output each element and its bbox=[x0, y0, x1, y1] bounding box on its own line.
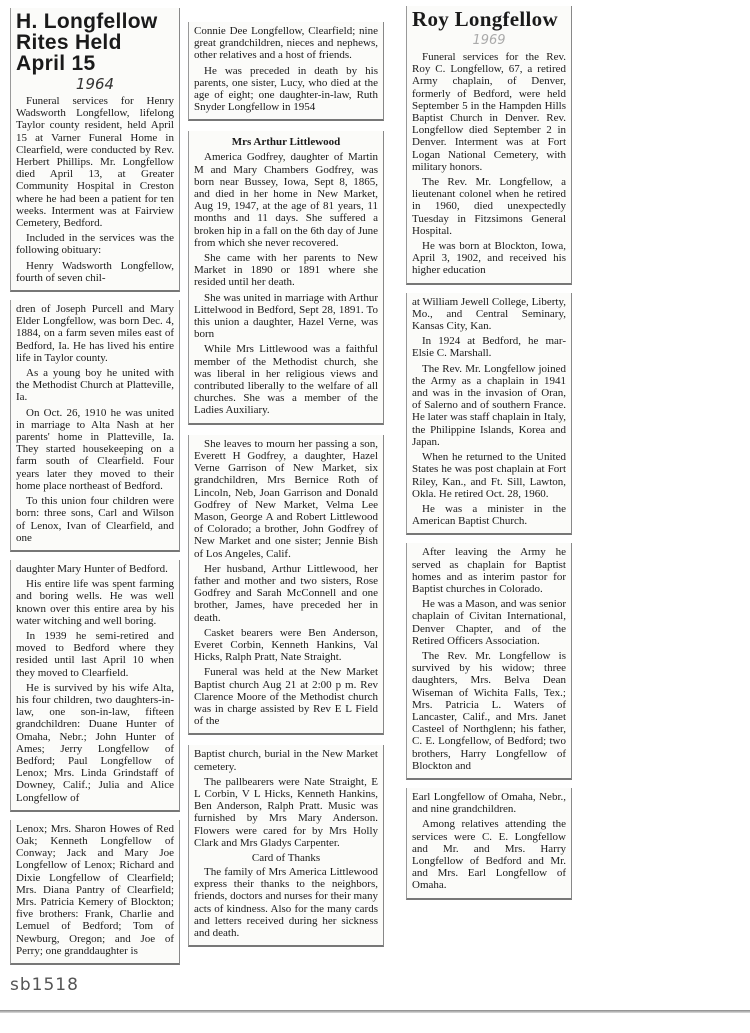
newspaper-clipping bbox=[10, 300, 180, 552]
handwritten-page-number: sb1518 bbox=[10, 975, 79, 995]
article-paragraph: Funeral was held at the New Market Baptist church Aug 21 at 2:00 p m. Rev Clarence Moore of the Methodist church was in charge assisted by Rev E L Field of the bbox=[194, 666, 378, 728]
article-paragraph: dren of Joseph Purcell and Mary Elder Longfellow, was born Dec. 4, 1884, on a farm seven miles east of Bedford, Ia. He has lived his entire life in Taylor county. bbox=[16, 303, 174, 364]
article-paragraph: He was a Mason, and was senior chaplain of Civitan International, Denver Chapter, and of the Retired Officers Association. bbox=[412, 598, 566, 647]
article-paragraph: Baptist church, burial in the New Market cemetery. bbox=[194, 748, 378, 773]
clipping-subheading: Mrs Arthur Littlewood bbox=[231, 136, 341, 149]
article-paragraph: He was born at Blockton, Iowa, April 3, 1902, and received his higher education bbox=[412, 240, 566, 277]
card-of-thanks-heading: Card of Thanks bbox=[251, 851, 321, 864]
scrapbook-column-left bbox=[10, 8, 180, 995]
newspaper-clipping bbox=[406, 543, 572, 780]
newspaper-clipping bbox=[10, 8, 180, 292]
article-paragraph: America Godfrey, daughter of Martin M and Mary Chambers Godfrey, was born near Bussey, Iowa, Sept 8, 1865, and died in her home in New Market, Aug 19, 1947, at the age of 81 years, 11 months and 11 days. She suffered a broken hip in a fall on the 6th day of June from which she never recovered. bbox=[194, 151, 378, 249]
newspaper-clipping bbox=[10, 820, 180, 965]
article-paragraph: The Rev. Mr. Longfellow is survived by his widow; three daughters, Mrs. Belva Dean Wiseman of Wichita Falls, Tex.; Mrs. Patricia L. Waters of Lancaster, Calif., and Mrs. Janet Casteel of Northglenn; his father, C. E. Longfellow, of Bedford; two brothers, Harry Longfellow of Blockton and bbox=[412, 649, 566, 772]
article-paragraph: To this union four children were born: three sons, Carl and Wilson of Lenox, Ivan of Clearfield, and one bbox=[16, 495, 174, 544]
scrapbook-column-middle bbox=[188, 22, 384, 947]
article-paragraph: When he returned to the United States he was post chaplain at Fort Riley, Kan., and Ft. Sill, Lawton, Okla. He retired Oct. 28, 1960. bbox=[412, 451, 566, 500]
article-paragraph: She came with her parents to New Market in 1890 or 1891 where she resided until her death. bbox=[194, 252, 378, 289]
newspaper-clipping bbox=[188, 22, 384, 121]
article-paragraph: Among relatives attending the services were C. E. Longfellow and Mr. and Mrs. Harry Longfellow of Bedford and Mr. and Mrs. Earl Longfellow of Omaha. bbox=[412, 818, 566, 892]
article-paragraph: Funeral services for the Rev. Roy C. Longfellow, 67, a retired Army chaplain, of Denver, formerly of Bedford, were held September 5 in the Hampden Hills Baptist Church in Denver. Rev. Longfellow died September 2 in Denver. Interment was at Fort Logan National Cemetery, with military honors. bbox=[412, 51, 566, 173]
article-paragraph: Henry Wadsworth Longfellow, fourth of seven chil- bbox=[16, 259, 174, 284]
article-paragraph: Earl Longfellow of Omaha, Nebr., and nine grandchildren. bbox=[412, 790, 566, 816]
handwritten-year: 1969 bbox=[472, 33, 506, 48]
clipping-headline: Roy Longfellow bbox=[412, 7, 558, 31]
newspaper-clipping bbox=[406, 6, 572, 285]
article-paragraph: The Rev. Mr. Longfellow, a lieutenant colonel when he retired in 1960, died unexpectedly Tuesday in Fitzsimons General Hospital. bbox=[412, 176, 566, 237]
article-paragraph: He was a minister in the American Baptist Church. bbox=[412, 502, 566, 528]
article-paragraph: While Mrs Littlewood was a faithful member of the Methodist church, she was liberal in her religious views and contributed liberally to the welfare of all churches. She was a member of the Ladies Auxiliary. bbox=[194, 343, 378, 417]
newspaper-clipping bbox=[188, 745, 384, 947]
article-paragraph: daughter Mary Hunter of Bedford. bbox=[16, 562, 168, 575]
handwritten-year: 1964 bbox=[75, 75, 115, 93]
newspaper-clipping bbox=[188, 435, 384, 736]
scrapbook-column-right bbox=[406, 6, 572, 900]
article-paragraph: He is survived by his wife Alta, his four children, two daughters-in-law, one son-in-law, fifteen grandchildren: Duane Hunter of Omaha, Nebr.; John Hunter of Ames; Jerry Longfellow of Bedford; Paul Longfellow of Lenox; Mrs. Linda Grindstaff of Downey, Calif.; Julia and Alice Longfellow of bbox=[16, 681, 174, 804]
newspaper-clipping bbox=[10, 560, 180, 812]
article-paragraph: Casket bearers were Ben Anderson, Everet Corbin, Kenneth Hankins, Val Hicks, Ralph Pratt, Nate Straight. bbox=[194, 626, 378, 664]
newspaper-clipping bbox=[188, 131, 384, 424]
article-paragraph: After leaving the Army he served as chaplain for Baptist homes and as interim pastor for Baptist churches in Colorado. bbox=[412, 546, 566, 595]
article-paragraph: She was united in marriage with Arthur Littelwood in Bedford, Sept 28, 1891. To this union a daughter, Hazel Verne, was born bbox=[194, 291, 378, 341]
article-paragraph: The family of Mrs America Littlewood express their thanks to the neighbors, friends, doctors and nurses for their many acts of kindness. Also for the many cards and letters received during her sickness and death. bbox=[194, 865, 378, 939]
article-paragraph: Her husband, Arthur Littlewood, her father and mother and two sisters, Rose Godfrey and Sarah McConnell and one brother, James, have preceded her in death. bbox=[194, 562, 378, 624]
article-paragraph: at William Jewell College, Liberty, Mo., and Central Seminary, Kansas City, Kan. bbox=[412, 295, 566, 333]
article-paragraph: The pallbearers were Nate Straight, E L Corbin, V L Hicks, Kenneth Hankins, Ben Anderson, Ralph Pratt. Music was furnished by Mrs Mary Anderson. Flowers were cared for by Mrs Holly Clark and Mrs Gladys Carpenter. bbox=[194, 775, 378, 849]
article-paragraph: Funeral services for Henry Wadsworth Longfellow, lifelong Taylor county resident, held April 15 at Varner Funeral Home in Clearfield, were conducted by Rev. Herbert Phillips. Mr. Longfellow died April 13, at Greater Community Hospital in Creston where he had been a patient for ten weeks. Interment was at Fairview Cemetery, Bedford. bbox=[16, 95, 174, 230]
article-paragraph: Connie Dee Longfellow, Clearfield; nine great grandchildren, nieces and nephews, other relatives and a host of friends. bbox=[194, 25, 378, 62]
article-paragraph: The Rev. Mr. Longfellow joined the Army as a chaplain in 1941 and was in the invasion of Oran, of Salerno and of southern France. He later was staff chaplain in Italy, the Philippine Islands, Korea and Japan. bbox=[412, 362, 566, 448]
clipping-headline: H. Longfellow Rites Held April 15 bbox=[16, 10, 158, 75]
article-paragraph: He was preceded in death by his parents, one sister, Lucy, who died at the age of eight; one daughter-in-law, Ruth Snyder Longfellow in 1954 bbox=[194, 64, 378, 114]
article-paragraph: Included in the services was the following obituary: bbox=[16, 232, 174, 257]
newspaper-clipping bbox=[406, 293, 572, 536]
article-paragraph: As a young boy he united with the Methodist Church at Platteville, Ia. bbox=[16, 367, 174, 404]
page-edge-divider bbox=[0, 1010, 750, 1013]
article-paragraph: In 1939 he semi-retired and moved to Bedford where they resided until last April 10 when they moved to Clearfield. bbox=[16, 629, 174, 679]
article-paragraph: On Oct. 26, 1910 he was united in marriage to Alta Nash at her parents' home in Platteville, Ia. They started housekeeping on a farm south of Clearfield. Four years later they moved to their home place northeast of Bedford. bbox=[16, 406, 174, 492]
article-paragraph: Lenox; Mrs. Sharon Howes of Red Oak; Kenneth Longfellow of Conway; Jack and Mary Joe Longfellow of Lenox; Richard and Dixie Longfellow of Clearfield; Mrs. Diana Pantry of Clearfield; Mrs. Patricia Kemery of Blockton; five brothers: Frank, Charlie and Lemuel of Bedford; Tom of Newburg, Oregon; and Joe of Perry; one granddaughter is bbox=[16, 822, 174, 957]
newspaper-clipping bbox=[406, 788, 572, 900]
article-paragraph: In 1924 at Bedford, he mar- Elsie C. Marshall. bbox=[412, 335, 566, 360]
article-paragraph: She leaves to mourn her passing a son, Everett H Godfrey, a daughter, Hazel Verne Garrison of New Market, six grandchildren, Mrs Bernice Roth of Lincoln, Neb, Joan Garrison and Donald Godfrey of New Market, Velma Lee Mason, George A and Robert Littlewood of Colorado; a brother, John Godfrey of New Market and one sister; Jennie Bish of Los Angeles, Calif. bbox=[194, 437, 378, 560]
article-paragraph: His entire life was spent farming and boring wells. He was well known over this entire area by his water witching and well boring. bbox=[16, 578, 174, 627]
